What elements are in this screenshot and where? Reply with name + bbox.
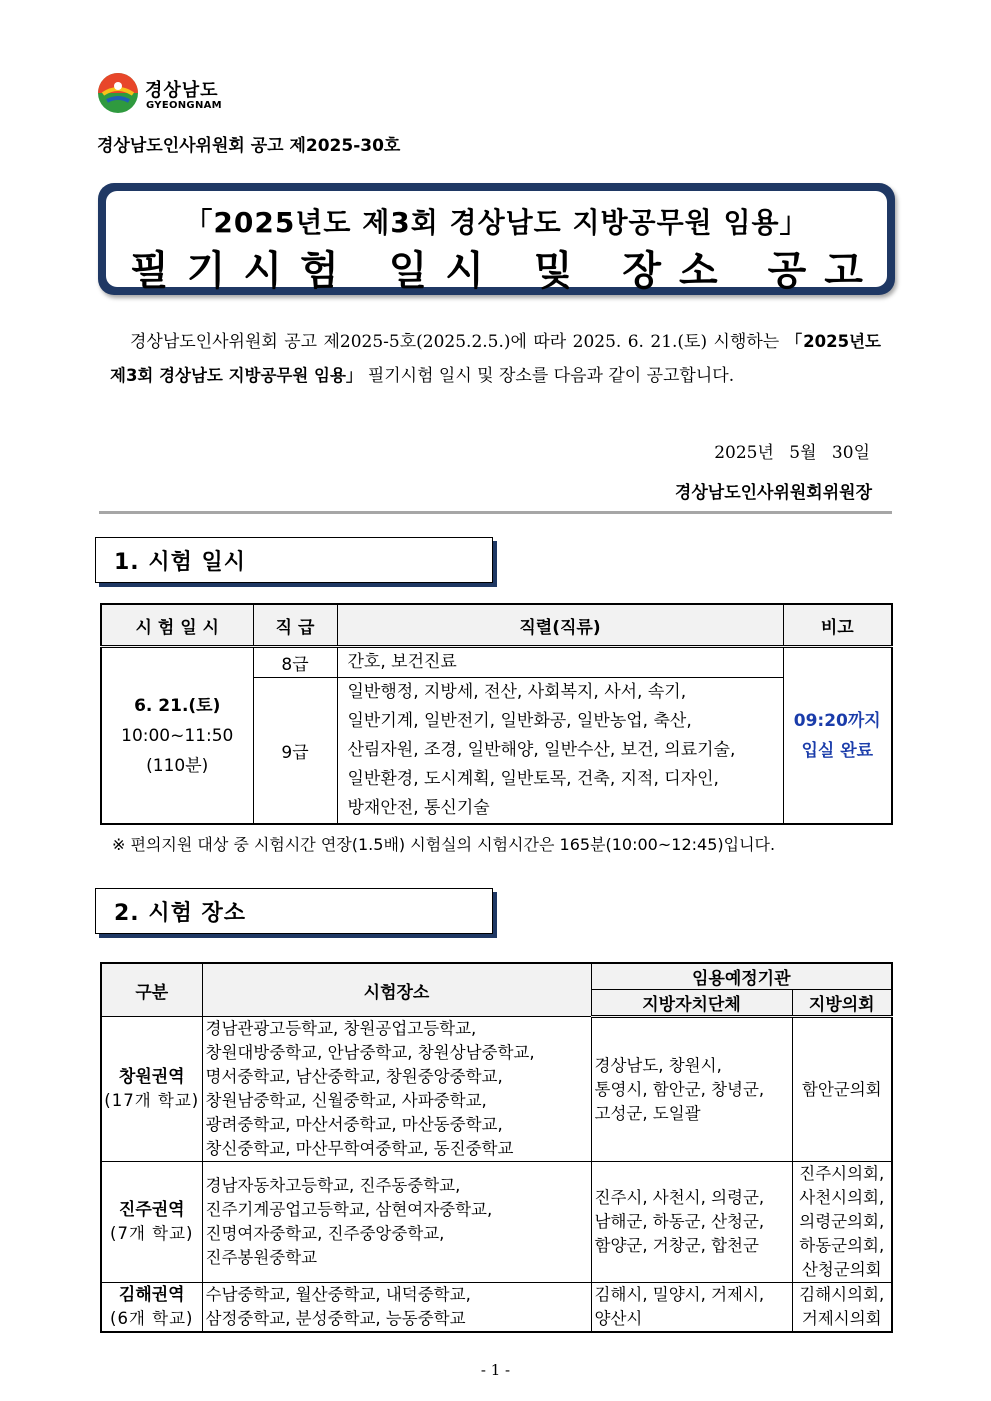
exam-date-cell <box>101 647 253 825</box>
header-grade: 직 급 <box>253 604 337 647</box>
logo-name-korean: 경상남도 <box>145 80 219 101</box>
council-line: 진주시의회, <box>799 1164 885 1183</box>
venue-line: 창원대방중학교, 안남중학교, 창원상남중학교, <box>205 1043 535 1062</box>
series-line: 산림자원, 조경, 일반해양, 일반수산, 보건, 의료기술, <box>347 740 736 760</box>
time-extension-note: ※ 편의지원 대상 중 시험시간 연장(1.5배) 시험실의 시험시간은 165분(10:00~12:45)입니다. <box>112 835 776 854</box>
council-line: 거제시의회 <box>801 1309 882 1328</box>
section-1-title: 1. 시험 일시 <box>114 550 246 575</box>
region-cell <box>101 1162 202 1283</box>
venue-line: 진주봉원중학교 <box>205 1248 318 1267</box>
announcement-number: 경상남도인사위원회 공고 제2025-30호 <box>97 136 401 156</box>
header-exam-date: 시 험 일 시 <box>101 604 253 647</box>
venue-cell <box>202 1017 591 1162</box>
government-line: 양산시 <box>594 1309 643 1328</box>
header-region: 구분 <box>101 963 202 1017</box>
council-line: 하동군의회, <box>799 1236 885 1255</box>
grade-cell: 8급 <box>253 647 337 678</box>
venue-line: 수남중학교, 월산중학교, 내덕중학교, <box>205 1285 471 1304</box>
government-line: 김해시, 밀양시, 거제시, <box>594 1285 765 1304</box>
header-local-government: 지방자치단체 <box>591 990 792 1017</box>
announcement-date: 2025년 5월 30일 <box>714 443 870 463</box>
venue-line: 진명여자중학교, 진주중앙중학교, <box>205 1224 445 1243</box>
table-row <box>101 1162 892 1283</box>
header-venue: 시험장소 <box>202 963 591 1017</box>
series-line: 일반기계, 일반전기, 일반화공, 일반농업, 축산, <box>347 711 692 731</box>
table-row <box>101 647 892 678</box>
region-name: 김해권역 <box>118 1285 185 1305</box>
venue-line: 창원남중학교, 신월중학교, 사파중학교, <box>205 1091 487 1110</box>
intro-bold-title: 「2025년도 제3회 경상남도 지방공무원 임용」 <box>110 332 881 385</box>
exam-duration: (110분) <box>146 755 209 776</box>
government-line: 통영시, 함안군, 창녕군, <box>594 1079 765 1099</box>
council-line: 의령군의회, <box>799 1212 885 1231</box>
local-government-cell <box>591 1162 792 1283</box>
series-line: 일반환경, 도시계획, 일반토목, 건축, 지적, 디자인, <box>347 769 719 789</box>
council-line: 김해시의회, <box>799 1285 885 1304</box>
venue-cell <box>202 1283 591 1333</box>
series-line: 일반행정, 지방세, 전산, 사회복지, 사서, 속기, <box>347 682 687 702</box>
table-header-row <box>101 604 892 647</box>
header-remark: 비고 <box>783 604 892 647</box>
school-count: (7개 학교) <box>110 1224 194 1243</box>
grade-cell: 9급 <box>253 678 337 825</box>
table-row <box>101 1283 892 1333</box>
intro-paragraph <box>110 325 881 393</box>
signer: 경상남도인사위원회위원장 <box>674 483 872 503</box>
exam-venue-table <box>100 962 893 1333</box>
venue-line: 경남자동차고등학교, 진주동중학교, <box>205 1176 461 1195</box>
council-line: 함안군의회 <box>801 1079 882 1099</box>
page-number: - 1 - <box>480 1361 511 1379</box>
council-line: 산청군의회 <box>801 1260 882 1279</box>
government-line: 함양군, 거창군, 합천군 <box>594 1236 759 1255</box>
header-council: 지방의회 <box>792 990 892 1017</box>
school-count: (6개 학교) <box>110 1309 194 1328</box>
government-line: 남해군, 하동군, 산청군, <box>594 1212 765 1231</box>
header-agency: 임용예정기관 <box>591 963 892 990</box>
section-1-header <box>95 537 493 583</box>
region-name: 진주권역 <box>118 1200 185 1220</box>
remark-line: 입실 완료 <box>801 740 874 761</box>
region-name: 창원권역 <box>118 1067 185 1087</box>
venue-line: 명서중학교, 남산중학교, 창원중앙중학교, <box>205 1067 503 1086</box>
title-line-1: 「2025년도 제3회 경상남도 지방공무원 임용」 <box>184 206 809 239</box>
venue-line: 창신중학교, 마산무학여중학교, 동진중학교 <box>205 1139 514 1158</box>
title-banner <box>98 183 895 295</box>
council-cell <box>792 1283 892 1333</box>
venue-line: 삼정중학교, 분성중학교, 능동중학교 <box>205 1309 466 1328</box>
school-count: (17개 학교) <box>104 1091 200 1110</box>
council-cell <box>792 1017 892 1162</box>
exam-time: 10:00~11:50 <box>121 725 234 746</box>
series-cell <box>337 647 783 678</box>
series-line: 간호, 보건진료 <box>347 652 457 672</box>
intro-text-2: 필기시험 일시 및 장소를 다음과 같이 공고합니다. <box>362 366 735 386</box>
table-row <box>101 1017 892 1162</box>
title-line-2: 필기시험 일시 및 장소 공고 <box>130 248 881 294</box>
venue-line: 경남관광고등학교, 창원공업고등학교, <box>205 1019 477 1038</box>
gyeongnam-logo-icon <box>97 72 139 114</box>
section-2-title: 2. 시험 장소 <box>114 901 246 926</box>
exam-date: 6. 21.(토) <box>134 695 221 716</box>
council-line: 사천시의회, <box>799 1188 885 1207</box>
series-line: 방재안전, 통신기술 <box>347 798 490 818</box>
venue-line: 진주기계공업고등학교, 삼현여자중학교, <box>205 1200 493 1219</box>
government-line: 경상남도, 창원시, <box>594 1055 722 1075</box>
remark-line: 09:20까지 <box>793 710 881 731</box>
header-series: 직렬(직류) <box>337 604 783 647</box>
local-government-cell <box>591 1017 792 1162</box>
exam-schedule-table <box>100 603 893 825</box>
logo-name-english: GYEONGNAM <box>146 100 222 111</box>
intro-text-1: 경상남도인사위원회 공고 제2025-5호(2025.2.5.)에 따라 2025. 6. 21.(토) 시행하는 <box>130 332 786 352</box>
venue-line: 광려중학교, 마산서중학교, 마산동중학교, <box>205 1115 503 1134</box>
region-cell <box>101 1283 202 1333</box>
council-cell <box>792 1162 892 1283</box>
local-government-cell <box>591 1283 792 1333</box>
remark-cell <box>783 647 892 825</box>
table-header-row <box>101 963 892 990</box>
divider <box>99 511 892 514</box>
section-2-header <box>95 888 493 934</box>
region-cell <box>101 1017 202 1162</box>
government-line: 진주시, 사천시, 의령군, <box>594 1188 765 1207</box>
series-cell <box>337 678 783 825</box>
venue-cell <box>202 1162 591 1283</box>
government-line: 고성군, 도일괄 <box>594 1103 701 1123</box>
